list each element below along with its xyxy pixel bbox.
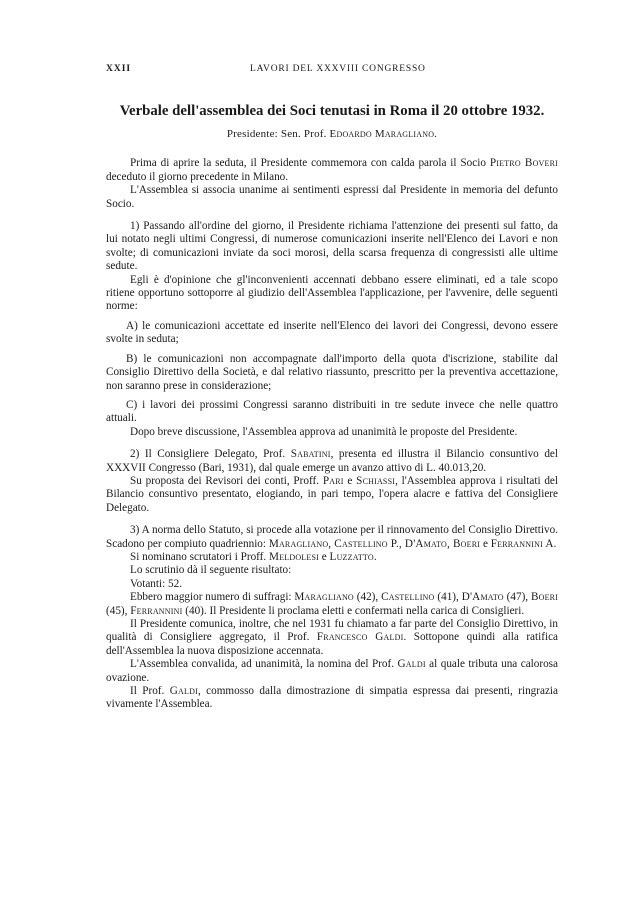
text: Prima di aprire la seduta, il Presidente commemora con calda parola il Socio (130, 157, 486, 170)
text: , presenta ed illustra il Bilancio consuntivo del XXXVII Congresso (Bari, 1931), dal quale emerge un avanzo attivo di L. 40.013,20. (106, 448, 558, 474)
paragraph-thanks (106, 685, 558, 712)
text: 2) Il Consigliere Delegato, Prof. (130, 448, 286, 461)
paragraph-item-3 (106, 524, 558, 551)
text: Il Presidente comunica, inoltre, che nel 1931 fu chiamato a far parte del Consiglio Direttivo, in qualità di Consigliere aggregato, il Prof. (106, 618, 558, 644)
text: Su proposta dei Revisori dei conti, Proff. (130, 474, 320, 487)
vote-count: (45), (106, 604, 128, 617)
president-name: Edoardo Maragliano. (329, 128, 438, 140)
person-name: Galdi (169, 685, 198, 698)
person-name: Ferrannini A. (490, 537, 557, 550)
text: al quale tributa una calorosa ovazione. (106, 658, 559, 684)
running-title: LAVORI DEL XXXVIII CONGRESSO (250, 64, 426, 74)
norm-a: A) le comunicazioni accettate ed inserite nell'Elenco dei lavori dei Congressi, devono essere svolte in seduta; (106, 319, 558, 346)
paragraph-assembly-associates: L'Assemblea si associa unanime ai sentimenti espressi dal Presidente in memoria del defunto Socio. (106, 184, 558, 210)
person-name: Boeri (530, 591, 559, 604)
paragraph-validation (106, 658, 558, 685)
paragraph-result: Lo scrutinio dà il seguente risultato: (130, 564, 292, 577)
vote-count: (40). (185, 604, 207, 617)
text: Il Prof. (130, 685, 165, 698)
person-name: Sabatini (290, 448, 331, 461)
text: deceduto il giorno precedente in Milano. (106, 170, 289, 183)
text: Si nominano scrutatori i Proff. (130, 550, 267, 563)
paragraph-scrutineers (106, 551, 558, 564)
person-name: Meldolesi (269, 550, 319, 563)
page-body (106, 102, 558, 712)
person-name: Ferrannini (130, 604, 183, 617)
norm-c: C) i lavori dei prossimi Congressi saranno distribuiti in tre sedute invece che nelle quattro attuali. (106, 398, 558, 425)
text: Ebbero maggior numero di suffragi: (130, 591, 292, 604)
text: L'Assemblea convalida, ad unanimità, la nomina del Prof. (130, 658, 395, 671)
person-name: Pietro Boveri (489, 157, 559, 170)
person-name: Galdi (397, 658, 426, 671)
person-name: Castellino (381, 591, 435, 604)
paragraph-opinion: Egli è d'opinione che gl'inconvenienti accennati debbano essere eliminati, ed a tale scopo ritiene opportuno sottoporre al giudizio dell'Assemblea l'applicazione, per l'avvenire, delle seguenti norme: (106, 273, 558, 313)
text: e (347, 474, 353, 487)
vote-count: (42), (356, 591, 379, 604)
person-name: Luzzatto. (329, 550, 377, 563)
person-name: Schiassi (356, 474, 396, 487)
person-name: Pari (322, 474, 344, 487)
vote-count: (41), (437, 591, 459, 604)
text: , commosso dalla dimostrazione di simpatia espressa dai presenti, ringrazia vivamente l'Assemblea. (106, 685, 558, 711)
document-title: Verbale dell'assemblea dei Soci tenutasi in Roma il 20 ottobre 1932. (119, 103, 545, 119)
person-names: Maragliano, Castellino P., D'Amato, Boeri (268, 537, 481, 550)
person-name: D'Amato (461, 591, 504, 604)
text: e (482, 537, 488, 550)
paragraph-aggregate-member (106, 618, 558, 658)
text: Il Presidente li proclama eletti e confermati nella carica di Consiglieri. (209, 604, 525, 617)
paragraph-voters: Votanti: 52. (130, 577, 183, 590)
text: . Sottopone quindi alla ratifica dell'Assemblea la nuova disposizione accennata. (106, 631, 559, 657)
president-prefix: Presidente: Sen. Prof. (226, 128, 327, 140)
paragraph-votes (106, 591, 558, 618)
norm-b: B) le comunicazioni non accompagnate dall'importo della quota d'iscrizione, stabilite dal Consiglio Direttivo della Società, e dal relativo riassunto, prescritto per la preventiva accettazione, non saranno prese in considerazione; (106, 352, 558, 392)
text: 3) A norma dello Statuto, si procede alla votazione per il rinnovamento del Consiglio Direttivo. Scadono per compiuto quadriennio: (106, 524, 558, 550)
president-line (106, 128, 558, 141)
person-name: Francesco Galdi (316, 631, 404, 644)
person-name: Maragliano (294, 591, 354, 604)
paragraph-item-1: 1) Passando all'ordine del giorno, il Presidente richiama l'attenzione dei presenti sul fatto, da lui notato negli ultimi Congressi, di numerose comunicazioni inserite nell'Elenco dei Lavori e non svolte; di comunicazioni inviate da soci morosi, della scarsa frequenza di congressisti alle ultime sedute. (106, 220, 558, 273)
running-header (106, 64, 558, 80)
vote-count: (47), (506, 591, 529, 604)
paragraph-item-2 (106, 448, 558, 475)
paragraph-commemoration (106, 157, 558, 184)
paragraph-approval: Dopo breve discussione, l'Assemblea approva ad unanimità le proposte del Presidente. (130, 425, 518, 438)
text: , l'Assemblea approva i risultati del Bilancio consuntivo presentato, elogiando, in pari tempo, l'opera alacre e fattiva del Consigliere Delegato. (106, 474, 559, 514)
paragraph-auditors (106, 475, 558, 515)
page-number: XXII (106, 64, 132, 74)
text: e (321, 550, 327, 563)
